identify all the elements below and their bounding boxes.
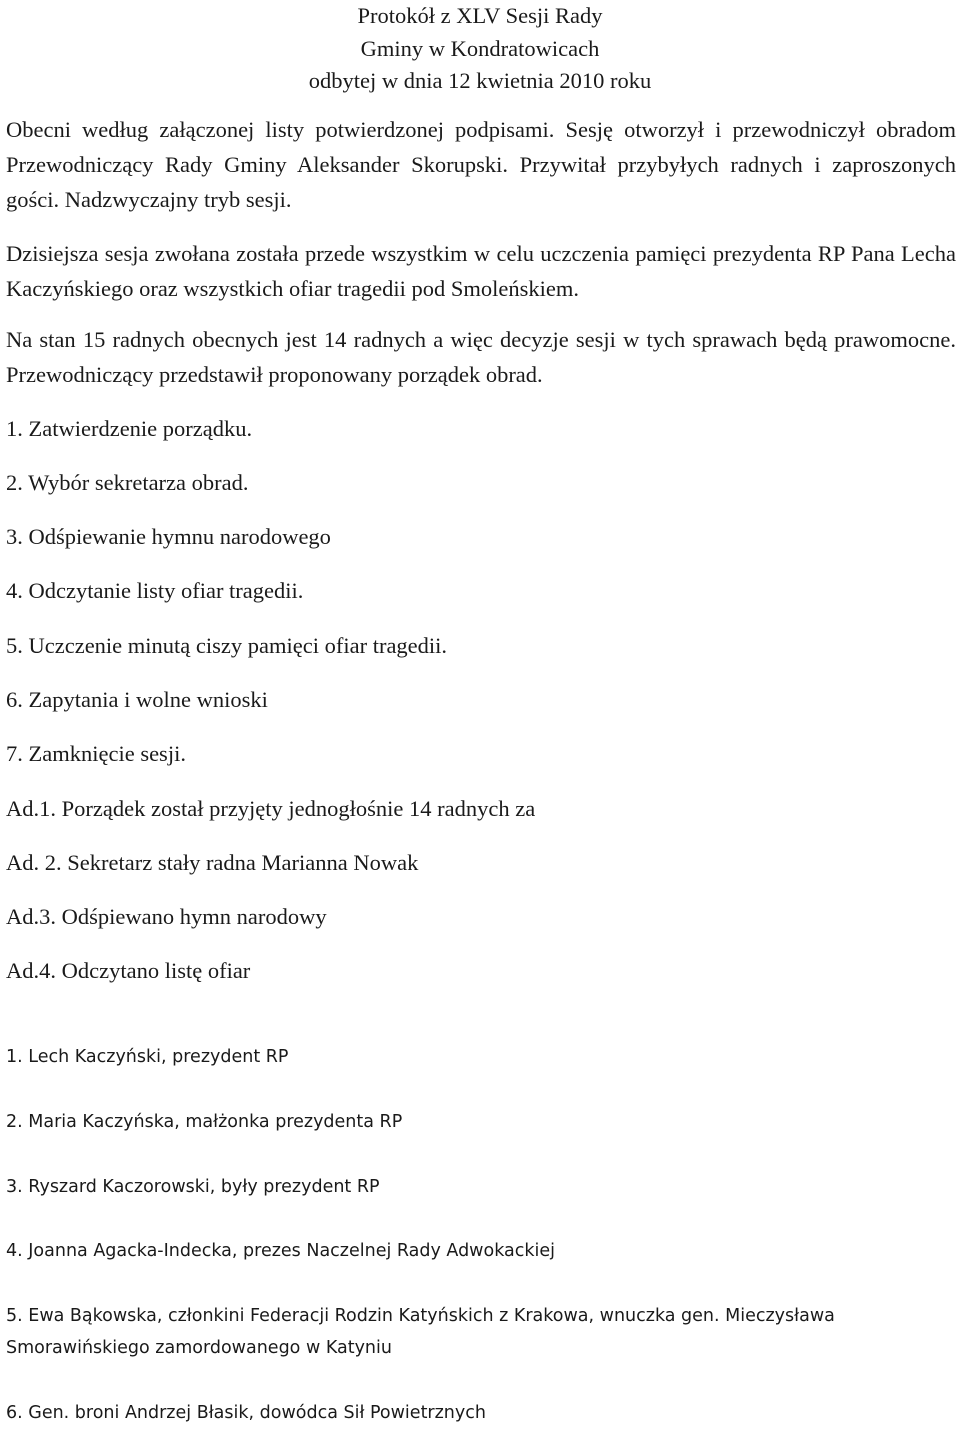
victim-item: 4. Joanna Agacka-Indecka, prezes Naczelnej Rady Adwokackiej	[6, 1241, 556, 1261]
agenda-item: 4. Odczytanie listy ofiar tragedii.	[6, 578, 304, 603]
agenda-item: 2. Wybór sekretarza obrad.	[6, 470, 249, 495]
paragraph-purpose: Dzisiejsza sesja zwołana została przede wszystkim w celu uczczenia pamięci prezydenta RP Pana Lecha Kaczyńskiego oraz wszystkich ofiar tragedii pod Smoleńskiem.	[6, 241, 956, 301]
document-date-line: odbytej w dnia 12 kwietnia 2010 roku	[308, 68, 652, 93]
agenda-item: 6. Zapytania i wolne wnioski	[6, 687, 268, 712]
agenda-item: 5. Uczczenie minutą ciszy pamięci ofiar tragedii.	[6, 633, 448, 658]
victim-item: 5. Ewa Bąkowska, członkini Federacji Rodzin Katyńskich z Krakowa, wnuczka gen. Mieczysława Smorawińskiego zamordowanego w Katyniu	[6, 1306, 835, 1358]
resolution-item: Ad.4. Odczytano listę ofiar	[6, 958, 251, 983]
document-header	[0, 0, 960, 98]
agenda-item: 7. Zamknięcie sesji.	[6, 741, 186, 766]
victim-item: 3. Ryszard Kaczorowski, były prezydent RP	[6, 1177, 380, 1197]
paragraph-attendance: Obecni według załączonej listy potwierdzonej podpisami. Sesję otworzył i przewodniczył obradom Przewodniczący Rady Gminy Aleksander Skorupski. Przywitał przybyłych radnych i zaproszonych gości. Nadzwyczajny tryb sesji.	[6, 117, 956, 212]
document-title: Protokół z XLV Sesji Rady	[357, 3, 603, 28]
resolution-item: Ad.1. Porządek został przyjęty jednogłośnie 14 radnych za	[6, 796, 536, 821]
agenda-item: 1. Zatwierdzenie porządku.	[6, 416, 253, 441]
victim-item: 2. Maria Kaczyńska, małżonka prezydenta RP	[6, 1112, 403, 1132]
paragraph-quorum: Na stan 15 radnych obecnych jest 14 radnych a więc decyzje sesji w tych sprawach będą prawomocne. Przewodniczący przedstawił proponowany porządek obrad.	[6, 327, 956, 387]
agenda-item: 3. Odśpiewanie hymnu narodowego	[6, 524, 331, 549]
resolution-item: Ad. 2. Sekretarz stały radna Marianna Nowak	[6, 850, 419, 875]
resolution-item: Ad.3. Odśpiewano hymn narodowy	[6, 904, 327, 929]
document-subtitle: Gminy w Kondratowicach	[360, 35, 600, 61]
victim-item: 6. Gen. broni Andrzej Błasik, dowódca Sił Powietrznych	[6, 1403, 486, 1423]
victim-item: 1. Lech Kaczyński, prezydent RP	[6, 1047, 289, 1067]
